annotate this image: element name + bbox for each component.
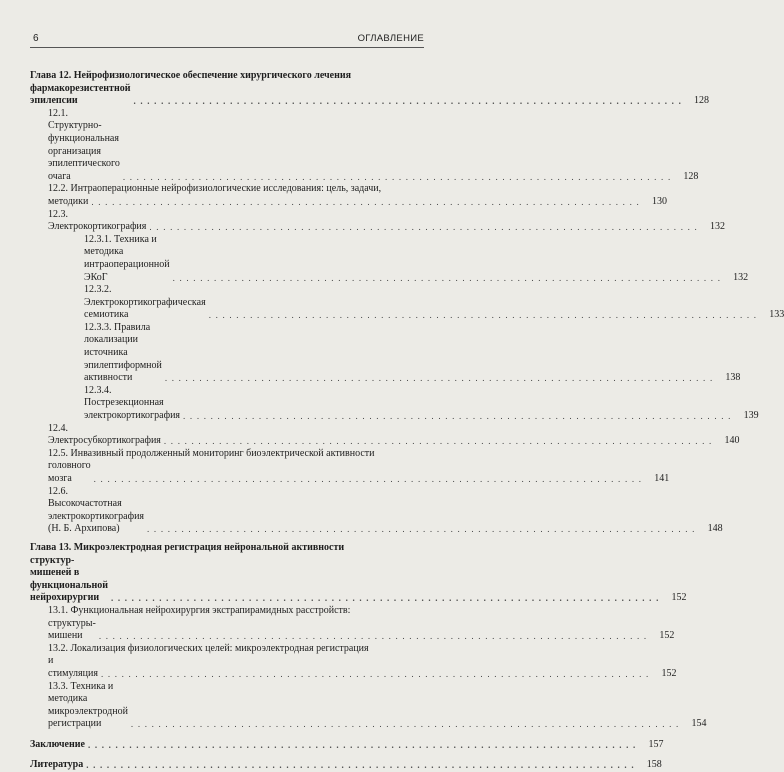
toc-entry-l1[interactable] bbox=[30, 422, 740, 448]
toc-entry-l1[interactable] bbox=[30, 604, 675, 643]
toc-entry-title: Литература bbox=[30, 759, 84, 771]
toc-page-number: 139 bbox=[743, 410, 759, 422]
toc-leader-dots: . . . . . . . . . . . . . . . . . . . . . . . . . . . . . . . . . . . . . . . . . . . . . . . . . . . . . . . . . . . . . . . . . . . . . . . . . . . . . . . . bbox=[183, 411, 732, 422]
toc-entry-title: фармакорезистентной эпилепсии bbox=[30, 82, 131, 107]
toc-entry-title: Глава 12. Нейрофизиологическое обеспечение хирургического лечения bbox=[30, 70, 352, 81]
toc-entry-title: 13.2. Локализация физиологических целей: микроэлектродная регистрация bbox=[48, 642, 369, 654]
toc-leader-dots: . . . . . . . . . . . . . . . . . . . . . . . . . . . . . . . . . . . . . . . . . . . . . . . . . . . . . . . . . . . . . . . . . . . . . . . . . . . . . . . . bbox=[147, 524, 696, 535]
toc-page-number: 154 bbox=[691, 718, 707, 730]
toc-page-number: 158 bbox=[646, 759, 662, 771]
toc-page-number: 140 bbox=[724, 435, 740, 447]
toc-entry-title: 12.4. Электросубкортикография bbox=[48, 422, 161, 447]
toc-entry-title: 13.1. Функциональная нейрохирургия экстрапирамидных расстройств: bbox=[48, 604, 351, 616]
toc-leader-dots: . . . . . . . . . . . . . . . . . . . . . . . . . . . . . . . . . . . . . . . . . . . . . . . . . . . . . . . . . . . . . . . . . . . . . . . . . . . . . . . . bbox=[122, 171, 672, 182]
toc-page-number: 152 bbox=[661, 667, 677, 679]
toc-page-number: 130 bbox=[651, 195, 667, 207]
toc-page-number: 138 bbox=[725, 372, 741, 384]
toc-leader-dots: . . . . . . . . . . . . . . . . . . . . . . . . . . . . . . . . . . . . . . . . . . . . . . . . . . . . . . . . . . . . . . . . . . . . . . . . . . . . . . . . bbox=[91, 196, 640, 207]
toc-entry-l1[interactable] bbox=[30, 680, 707, 731]
toc-entry-standalone[interactable] bbox=[30, 759, 662, 772]
toc-leader-dots: . . . . . . . . . . . . . . . . . . . . . . . . . . . . . . . . . . . . . . . . . . . . . . . . . . . . . . . . . . . . . . . . . . . . . . . . . . . . . . . . bbox=[87, 739, 637, 750]
toc-page-number: 132 bbox=[709, 221, 725, 233]
toc-page-number: 148 bbox=[707, 523, 723, 535]
toc-leader-dots: . . . . . . . . . . . . . . . . . . . . . . . . . . . . . . . . . . . . . . . . . . . . . . . . . . . . . . . . . . . . . . . . . . . . . . . . . . . . . . . . bbox=[130, 719, 680, 730]
toc-entry-title: структуры-мишени bbox=[48, 617, 96, 642]
toc-leader-dots: . . . . . . . . . . . . . . . . . . . . . . . . . . . . . . . . . . . . . . . . . . . . . . . . . . . . . . . . . . . . . . . . . . . . . . . . . . . . . . . . bbox=[172, 272, 722, 283]
toc-page-number: 128 bbox=[683, 170, 699, 182]
toc-entry-chapter[interactable] bbox=[30, 541, 687, 605]
toc-entry-l2[interactable] bbox=[30, 321, 741, 385]
toc-page-number: 157 bbox=[648, 738, 664, 750]
header-rule bbox=[30, 47, 424, 48]
toc-entry-title: Глава 13. Микроэлектродная регистрация нейрональной активности bbox=[30, 541, 345, 553]
toc-page-number: 132 bbox=[733, 271, 749, 283]
toc-entry-title: головного мозга bbox=[48, 460, 91, 484]
toc-entry-title: 12.3.3. Правила локализации источника эпилептиформной активности bbox=[84, 321, 162, 384]
toc-leader-dots: . . . . . . . . . . . . . . . . . . . . . . . . . . . . . . . . . . . . . . . . . . . . . . . . . . . . . . . . . . . . . . . . . . . . . . . . . . . . . . . . bbox=[164, 373, 714, 384]
toc-entry-title: 12.5. Инвазивный продолженный мониторинг биоэлектрической активности bbox=[48, 447, 375, 459]
toc-entry-title: 12.6. Высокочастотная электрокортикография (Н. Б. Архипова) bbox=[48, 485, 145, 535]
toc-entry-title: 12.3. Электрокортикография bbox=[48, 208, 147, 233]
toc-entry-l1[interactable] bbox=[30, 107, 699, 184]
toc-leader-dots: . . . . . . . . . . . . . . . . . . . . . . . . . . . . . . . . . . . . . . . . . . . . . . . . . . . . . . . . . . . . . . . . . . . . . . . . . . . . . . . . bbox=[86, 760, 635, 771]
toc-entry-l2[interactable] bbox=[30, 284, 784, 322]
toc-leader-dots: . . . . . . . . . . . . . . . . . . . . . . . . . . . . . . . . . . . . . . . . . . . . . . . . . . . . . . . . . . . . . . . . . . . . . . . . . . . . . . . . bbox=[133, 96, 683, 107]
toc-page-number: 128 bbox=[694, 95, 710, 107]
toc-entry-l1[interactable] bbox=[30, 642, 677, 681]
toc-page-number: 152 bbox=[671, 592, 687, 604]
toc-entry-l1[interactable] bbox=[30, 183, 667, 208]
toc-entry-l1[interactable] bbox=[30, 208, 725, 234]
toc-entry-title: и стимуляция bbox=[48, 655, 98, 679]
toc-page-number: 152 bbox=[659, 630, 675, 642]
toc-entry-standalone[interactable] bbox=[30, 738, 664, 752]
page-number: 6 bbox=[33, 33, 39, 44]
toc-leader-dots: . . . . . . . . . . . . . . . . . . . . . . . . . . . . . . . . . . . . . . . . . . . . . . . . . . . . . . . . . . . . . . . . . . . . . . . . . . . . . . . . bbox=[110, 593, 660, 604]
toc-leader-dots: . . . . . . . . . . . . . . . . . . . . . . . . . . . . . . . . . . . . . . . . . . . . . . . . . . . . . . . . . . . . . . . . . . . . . . . . . . . . . . . . bbox=[163, 436, 713, 447]
toc-entry-title: 12.1. Структурно-функциональная организация эпилептического очага bbox=[48, 107, 120, 182]
toc-entry-title: структур-мишеней в функциональной нейрохирургии bbox=[30, 554, 108, 604]
toc-entry-title: 13.3. Техника и методика микроэлектродной регистрации bbox=[48, 680, 128, 730]
toc-entry-l2[interactable] bbox=[30, 233, 749, 284]
toc-entry-title: 12.3.2. Электрокортикографическая семиотика bbox=[84, 284, 206, 321]
toc-page-number: 141 bbox=[654, 473, 670, 484]
toc-entry-title: 12.3.1. Техника и методика интраоперационной ЭКоГ bbox=[84, 233, 170, 283]
toc-leader-dots: . . . . . . . . . . . . . . . . . . . . . . . . . . . . . . . . . . . . . . . . . . . . . . . . . . . . . . . . . . . . . . . . . . . . . . . . . . . . . . . . bbox=[149, 222, 698, 233]
toc-entry-l2[interactable] bbox=[30, 384, 759, 423]
toc-leader-dots: . . . . . . . . . . . . . . . . . . . . . . . . . . . . . . . . . . . . . . . . . . . . . . . . . . . . . . . . . . . . . . . . . . . . . . . . . . . . . . . . bbox=[98, 631, 648, 642]
toc-entry-title: 12.2. Интраоперационные нейрофизиологические исследования: цель, задачи, bbox=[48, 183, 382, 195]
toc-entry-title: методики bbox=[48, 195, 89, 207]
toc-entry-title: 12.3.4. Пострезекционная электрокортикография bbox=[84, 384, 181, 422]
toc-entry-title: Заключение bbox=[30, 738, 85, 750]
toc-page-number: 133 bbox=[769, 309, 784, 321]
table-of-contents bbox=[30, 70, 784, 772]
toc-leader-dots: . . . . . . . . . . . . . . . . . . . . . . . . . . . . . . . . . . . . . . . . . . . . . . . . . . . . . . . . . . . . . . . . . . . . . . . . . . . . . . . . bbox=[208, 310, 758, 321]
toc-leader-dots: . . . . . . . . . . . . . . . . . . . . . . . . . . . . . . . . . . . . . . . . . . . . . . . . . . . . . . . . . . . . . . . . . . . . . . . . . . . . . . . . bbox=[100, 668, 650, 679]
toc-entry-l1[interactable] bbox=[30, 447, 670, 486]
toc-entry-l1[interactable] bbox=[30, 485, 723, 536]
toc-entry-chapter[interactable] bbox=[30, 70, 710, 108]
toc-leader-dots: . . . . . . . . . . . . . . . . . . . . . . . . . . . . . . . . . . . . . . . . . . . . . . . . . . . . . . . . . . . . . . . . . . . . . . . . . . . . . . . . bbox=[93, 474, 643, 484]
running-header: ОГЛАВЛЕНИЕ bbox=[357, 33, 424, 44]
